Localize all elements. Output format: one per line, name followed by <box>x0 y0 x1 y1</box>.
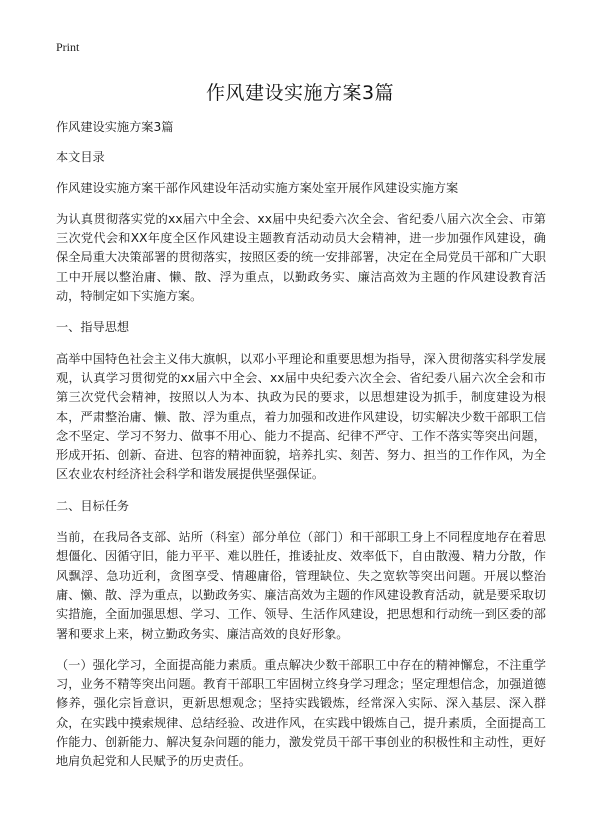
section-heading-guiding-thought: 一、指导思想 <box>56 320 130 335</box>
goals-paragraph: 当前，在我局各支部、站所（科室）部分单位（部门）和干部职工身上不同程度地存在着思想僵化、因循守旧，能力平平、难以胜任，推诿扯皮、效率低下，自由散漫、精力分散，作风飘浮、急功近利，贪图享受、情趣庸俗，管理缺位、失之宽软等突出问题。开展以整治庸、懒、散、浮为重点，以勤政务实、廉洁高效为主题的作风建设教育活动，就是要采取切实措施，全面加强思想、学习、工作、领导、生活作风建设，把思想和行动统一到区委的部署和要求上来，树立勤政务实、廉洁高效的良好形象。 <box>56 530 546 641</box>
page-title: 作风建设实施方案3篇 <box>205 82 395 104</box>
toc-heading: 本文目录 <box>56 150 105 165</box>
item-1-paragraph: （一）强化学习，全面提高能力素质。重点解决少数干部职工中存在的精神懈怠，不注重学习，业务不精等突出问题。教育干部职工牢固树立终身学习理念；坚定理想信念，加强道德修养，强化宗旨意识，更新思想观念；坚持实践锻炼，经常深入实际、深入基层、深入群众，在实践中摸索规律、总结经验、改进作风，在实践中锻炼自己，提升素质，全面提高工作能力、创新能力、解决复杂问题的能力，激发党员干部干事创业的积极性和主动性，更好地肩负起党和人民赋予的历史责任。 <box>56 657 546 769</box>
document-subtitle: 作风建设实施方案3篇 <box>56 120 174 134</box>
document-body <box>56 118 546 784</box>
print-label[interactable]: Print <box>56 40 80 54</box>
toc-entries[interactable]: 作风建设实施方案干部作风建设年活动实施方案处室开展作风建设实施方案 <box>56 180 459 195</box>
guiding-thought-paragraph: 高举中国特色社会主义伟大旗帜，以邓小平理论和重要思想为指导，深入贯彻落实科学发展观，认真学习贯彻党的xx届六中全会、xx届中央纪委六次全会、省纪委八届六次全会和市第三次党代会精神，按照以人为本、执政为民的要求，以思想建设为抓手，制度建设为根本，严肃整治庸、懒、散、浮为重点，着力加强和改进作风建设，切实解决少数干部职工信念不坚定、学习不努力、做事不用心、能力不提高、纪律不严守、工作不落实等突出问题，形成开拓、创新、奋进、包容的精神面貌，培养扎实、刻苦、努力、担当的工作作风，为全区农业农村经济社会科学和谐发展提供坚强保证。 <box>56 351 546 482</box>
intro-paragraph: 为认真贯彻落实党的xx届六中全会、xx届中央纪委六次全会、省纪委八届六次全会、市第三次党代会和XX年度全区作风建设主题教育活动动员大会精神，进一步加强作风建设，确保全局重大决策部署的贯彻落实，按照区委的统一安排部署，决定在全局党员干部和广大职工中开展以整治庸、懒、散、浮为重点，以勤政务实、廉洁高效为主题的作风建设教育活动，特制定如下实施方案。 <box>56 211 546 304</box>
section-heading-goals: 二、目标任务 <box>56 498 130 513</box>
